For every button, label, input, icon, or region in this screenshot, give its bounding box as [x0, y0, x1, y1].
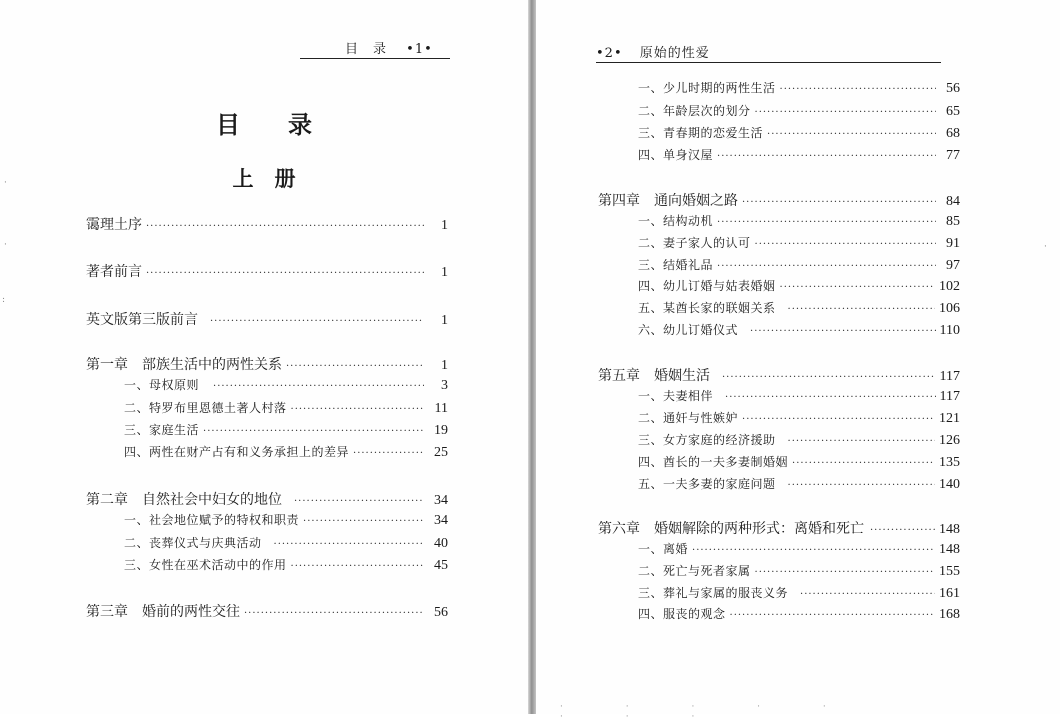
toc-entry-page: 140: [939, 477, 960, 492]
toc-section[interactable]: [638, 79, 960, 97]
toc-entry-page: 34: [434, 493, 448, 508]
toc-entry-label: 三、青春期的恋爱生活: [638, 126, 764, 140]
scan-speck: :: [2, 295, 6, 305]
toc-entry-label: 一、结构动机: [638, 214, 714, 228]
right-page: [536, 0, 1060, 722]
toc-entry-page: 56: [946, 81, 960, 96]
toc-entry-label: 第六章 婚姻解除的两种形式：离婚和死亡: [598, 521, 864, 537]
toc-entry-label: 第四章 通向婚姻之路: [598, 193, 738, 209]
toc-section[interactable]: [638, 146, 960, 164]
toc-entry-page: 102: [939, 279, 960, 294]
toc-entry-page: 148: [939, 542, 960, 557]
toc-entry-label: 一、少儿时期的两性生活: [638, 81, 776, 95]
toc-entry-page: 126: [939, 433, 960, 448]
leader-dots: [792, 458, 935, 469]
toc-section[interactable]: [638, 212, 960, 230]
leader-dots: [767, 129, 936, 140]
toc-entry-page: 106: [939, 301, 960, 316]
toc-entry-page: 77: [946, 148, 960, 163]
toc-section[interactable]: [638, 475, 960, 493]
toc-section[interactable]: [638, 299, 960, 317]
header-title: 原始的性爱: [639, 46, 710, 61]
leader-dots: [210, 316, 424, 327]
toc-section[interactable]: [638, 409, 960, 427]
toc-entry-label: 三、葬礼与家属的服丧义务: [638, 586, 789, 600]
toc-section[interactable]: [638, 234, 960, 252]
toc-section[interactable]: [124, 534, 448, 552]
toc-entry-page: 91: [946, 236, 960, 251]
toc-entry-label: 五、某酋长家的联姻关系: [638, 301, 776, 315]
leader-dots: [755, 567, 935, 578]
toc-entry-label: 一、离婚: [638, 542, 689, 556]
toc-entry-page: 1: [441, 313, 448, 328]
toc-entry-label: 三、家庭生活: [124, 423, 200, 437]
toc-section[interactable]: [638, 256, 960, 274]
leader-dots: [146, 268, 424, 279]
leader-dots: [725, 392, 936, 403]
toc-entry-label: 二、丧葬仪式与庆典活动: [124, 536, 262, 550]
toc-entry-page: 40: [434, 536, 448, 551]
page-number: •2•: [596, 46, 623, 61]
toc-chapter[interactable]: [86, 601, 448, 621]
leader-dots: [742, 197, 936, 208]
toc-section[interactable]: [638, 387, 960, 405]
toc-section[interactable]: [124, 421, 448, 439]
leader-dots: [755, 239, 936, 250]
toc-entry-label: 第三章 婚前的两性交往: [86, 604, 240, 620]
toc-entry-label: 三、女方家庭的经济援助: [638, 433, 776, 447]
leader-dots: [717, 151, 936, 162]
leader-dots: [780, 84, 936, 95]
toc-entry-label: 霭理土序: [86, 217, 142, 233]
leader-dots: [780, 282, 935, 293]
page-number: •1•: [406, 42, 433, 57]
leader-dots: [788, 480, 935, 491]
leader-dots: [303, 516, 424, 527]
toc-entry-page: 135: [939, 455, 960, 470]
left-page: [0, 0, 528, 714]
toc-entry-page: 19: [434, 423, 448, 438]
toc-entry-label: 二、年龄层次的划分: [638, 104, 751, 118]
toc-entry-page: 45: [434, 558, 448, 573]
toc-section[interactable]: [638, 584, 960, 602]
toc-entry-label: 二、死亡与死者家属: [638, 564, 751, 578]
header-title: 目 录: [345, 42, 388, 57]
toc-entry-page: 11: [434, 401, 448, 416]
toc-entry-label: 一、社会地位赋予的特权和职责: [124, 513, 300, 527]
leader-dots: [274, 539, 424, 550]
scan-speck: ·: [1044, 242, 1047, 252]
toc-entry-label: 著者前言: [86, 264, 142, 280]
toc-entry-page: 3: [441, 378, 448, 393]
toc-entry-label: 四、酋长的一夫多妻制婚姻: [638, 455, 789, 469]
leader-dots: [722, 372, 936, 383]
toc-entry-page: 1: [441, 218, 448, 233]
toc-entry-page: 110: [939, 323, 960, 338]
leader-dots: [294, 496, 424, 507]
book-gutter: [528, 0, 536, 714]
running-header: [596, 42, 710, 61]
toc-section[interactable]: [124, 556, 448, 574]
leader-dots: [717, 217, 936, 228]
toc-entry-page: 1: [441, 265, 448, 280]
leader-dots: [291, 561, 424, 572]
toc-entry[interactable]: [86, 309, 448, 329]
toc-entry-page: 84: [946, 194, 960, 209]
toc-entry-page: 65: [946, 104, 960, 119]
toc-section[interactable]: [638, 431, 960, 449]
toc-entry-page: 56: [434, 605, 448, 620]
toc-entry-label: 三、女性在巫术活动中的作用: [124, 558, 287, 572]
toc-entry-label: 四、单身汉屋: [638, 148, 714, 162]
toc-section[interactable]: [638, 562, 960, 580]
toc-entry-label: 二、妻子家人的认可: [638, 236, 751, 250]
header-rule: [300, 58, 450, 59]
toc-entry-page: 34: [434, 513, 448, 528]
toc-entry-label: 四、两性在财产占有和义务承担上的差异: [124, 445, 350, 459]
toc-entry-label: 英文版第三版前言: [86, 312, 198, 328]
toc-section[interactable]: [124, 511, 448, 529]
running-header: [345, 38, 433, 57]
toc-chapter[interactable]: [598, 190, 960, 210]
leader-dots: [692, 545, 935, 556]
toc-entry-page: 117: [939, 369, 960, 384]
toc-entry-page: 97: [946, 258, 960, 273]
toc-section[interactable]: [124, 443, 448, 461]
toc-entry-page: 85: [946, 214, 960, 229]
toc-entry-label: 二、特罗布里恩德土著人村落: [124, 401, 287, 415]
toc-section[interactable]: [638, 321, 960, 339]
toc-section[interactable]: [124, 399, 448, 417]
leader-dots: [353, 448, 424, 459]
toc-entry-page: 68: [946, 126, 960, 141]
toc-section[interactable]: [638, 453, 960, 471]
toc-section[interactable]: [124, 376, 448, 394]
toc-chapter[interactable]: [598, 365, 960, 385]
leader-dots: [286, 361, 424, 372]
leader-dots: [730, 610, 935, 621]
toc-entry-label: 一、母权原则: [124, 378, 200, 392]
scan-speck: ·: [4, 240, 7, 250]
leader-dots: [750, 326, 936, 337]
toc-entry-page: 155: [939, 564, 960, 579]
leader-dots: [244, 608, 424, 619]
toc-entry-label: 五、一夫多妻的家庭问题: [638, 477, 776, 491]
toc-entry-label: 第二章 自然社会中妇女的地位: [86, 492, 282, 508]
toc-entry-label: 二、通奸与性嫉妒: [638, 411, 739, 425]
scan-specks-bottom: · · · · · · · ·: [560, 702, 856, 722]
toc-entry-label: 四、服丧的观念: [638, 607, 726, 621]
header-rule: [596, 62, 941, 63]
toc-section[interactable]: [638, 102, 960, 120]
toc-entry-label: 三、结婚礼品: [638, 258, 714, 272]
toc-entry[interactable]: [86, 261, 448, 281]
toc-entry[interactable]: [86, 214, 448, 234]
leader-dots: [717, 261, 936, 272]
toc-entry-page: 161: [939, 586, 960, 601]
scan-speck: ·: [4, 178, 7, 188]
toc-section[interactable]: [638, 540, 960, 558]
toc-entry-page: 117: [939, 389, 960, 404]
toc-section[interactable]: [638, 124, 960, 142]
toc-section[interactable]: [638, 277, 960, 295]
toc-entry-page: 121: [939, 411, 960, 426]
toc-entry-label: 四、幼儿订婚与姑表婚姻: [638, 279, 776, 293]
toc-chapter[interactable]: [598, 518, 960, 538]
toc-entry-page: 148: [939, 522, 960, 537]
toc-entry-page: 1: [441, 358, 448, 373]
toc-section[interactable]: [638, 605, 960, 623]
toc-chapter[interactable]: [86, 354, 448, 374]
toc-entry-page: 25: [434, 445, 448, 460]
toc-entry-label: 六、幼儿订婚仪式: [638, 323, 739, 337]
leader-dots: [742, 414, 935, 425]
leader-dots: [788, 436, 935, 447]
toc-title: 目 录: [216, 111, 312, 139]
leader-dots: [788, 304, 935, 315]
leader-dots: [213, 381, 424, 392]
toc-chapter[interactable]: [86, 489, 448, 509]
volume-title: 上 册: [232, 167, 296, 191]
toc-entry-page: 168: [939, 607, 960, 622]
leader-dots: [146, 221, 424, 232]
leader-dots: [870, 525, 935, 536]
leader-dots: [755, 107, 936, 118]
toc-entry-label: 一、夫妻相伴: [638, 389, 714, 403]
toc-entry-label: 第五章 婚姻生活: [598, 368, 710, 384]
leader-dots: [800, 589, 935, 600]
leader-dots: [203, 426, 424, 437]
toc-entry-label: 第一章 部族生活中的两性关系: [86, 357, 282, 373]
leader-dots: [291, 404, 424, 415]
